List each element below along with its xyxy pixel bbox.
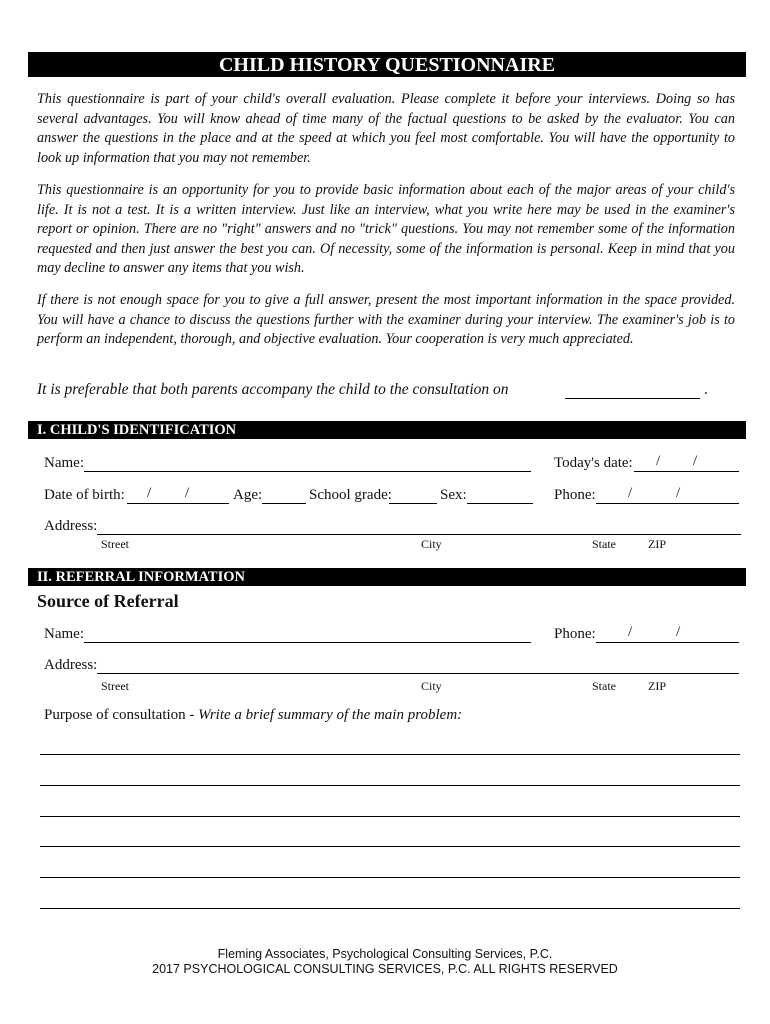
footer-copyright: 2017 PSYCHOLOGICAL CONSULTING SERVICES, P.C. ALL RIGHTS RESERVED <box>152 962 618 976</box>
referral-address-state-label: State <box>592 679 616 693</box>
todays-date-slash-1: / <box>656 453 661 469</box>
consultation-date-field[interactable] <box>565 398 700 399</box>
referral-phone-slash-1: / <box>628 624 633 640</box>
parents-note: It is preferable that both parents accompany the child to the consultation on <box>37 381 509 398</box>
child-name-field[interactable] <box>84 471 531 472</box>
child-phone-slash-2: / <box>676 485 681 501</box>
referral-phone-label: Phone: <box>554 626 596 642</box>
child-phone-slash-1: / <box>628 485 633 501</box>
child-address-field[interactable] <box>97 534 741 535</box>
source-of-referral-heading: Source of Referral <box>37 591 179 611</box>
intro-paragraph-1: This questionnaire is part of your child's overall evaluation. Please complete it before your interviews. Doing so has several advantages. You will know ahead of time many of the factual questions to be asked by the evaluator. You can answer the questions in the place and at the speed at which you feel most comfortable. You will have the opportunity to look up information that you may not remember. <box>37 91 735 166</box>
child-phone-label: Phone: <box>554 487 596 503</box>
date-of-birth-label: Date of birth: <box>44 487 125 503</box>
child-address-zip-label: ZIP <box>648 537 666 551</box>
referral-phone-slash-2: / <box>676 624 681 640</box>
purpose-hint-text: Write a brief summary of the main problem: <box>198 707 463 723</box>
child-address-state-label: State <box>592 537 616 551</box>
date-of-birth-field[interactable] <box>127 503 229 504</box>
child-phone-field[interactable] <box>596 503 739 504</box>
footer-organization: Fleming Associates, Psychological Consulting Services, P.C. <box>217 947 553 961</box>
referral-address-city-label: City <box>421 679 442 693</box>
sex-label: Sex: <box>440 487 467 503</box>
age-label: Age: <box>233 487 263 503</box>
section-child-identification-heading: I. CHILD'S IDENTIFICATION <box>28 421 746 439</box>
todays-date-slash-2: / <box>693 453 698 469</box>
todays-date-label: Today's date: <box>554 455 633 471</box>
purpose-answer-line-3[interactable] <box>40 816 740 817</box>
purpose-label-text: Purpose of consultation - <box>44 707 199 723</box>
referral-address-zip-label: ZIP <box>648 679 666 693</box>
intro-paragraph-2: This questionnaire is an opportunity for you to provide basic information about each of the major areas of your child's life. It is not a test. It is a written interview. Just like an interview, what you write here may be used in the examiner's report or opinion. There are no "right" answers and no "trick" questions. You may not remember some of the information requested and then just answer the best you can. Of necessity, some of the information is personal. Keep in mind that you may decline to answer any items that you wish. <box>37 182 735 277</box>
purpose-answer-line-5[interactable] <box>40 877 740 878</box>
section-referral-information-heading: II. REFERRAL INFORMATION <box>28 568 746 586</box>
referral-address-label: Address: <box>44 657 98 673</box>
todays-date-field[interactable] <box>634 471 739 472</box>
child-address-city-label: City <box>421 537 442 551</box>
parents-note-period: . <box>704 381 708 398</box>
purpose-answer-line-6[interactable] <box>40 908 740 909</box>
child-address-label: Address: <box>44 518 98 534</box>
referral-address-field[interactable] <box>97 673 739 674</box>
purpose-of-consultation-label <box>44 707 462 724</box>
purpose-answer-line-4[interactable] <box>40 846 740 847</box>
child-address-street-label: Street <box>101 537 129 551</box>
referral-address-street-label: Street <box>101 679 129 693</box>
intro-paragraph-3: If there is not enough space for you to give a full answer, present the most important information in the space provided. You will have a chance to discuss the questions further with the examiner during your interview. The examiner's job is to perform an independent, thorough, and objective evaluation. Your cooperation is very much appreciated. <box>37 292 735 348</box>
age-field[interactable] <box>262 503 306 504</box>
purpose-answer-line-2[interactable] <box>40 785 740 786</box>
sex-field[interactable] <box>467 503 533 504</box>
page-title: CHILD HISTORY QUESTIONNAIRE <box>28 52 746 77</box>
dob-slash-1: / <box>147 485 152 501</box>
child-name-label: Name: <box>44 455 84 471</box>
school-grade-field[interactable] <box>389 503 437 504</box>
referral-name-field[interactable] <box>84 642 531 643</box>
referral-phone-field[interactable] <box>596 642 739 643</box>
dob-slash-2: / <box>185 485 190 501</box>
school-grade-label: School grade: <box>309 487 392 503</box>
referral-name-label: Name: <box>44 626 84 642</box>
purpose-answer-line-1[interactable] <box>40 754 740 755</box>
